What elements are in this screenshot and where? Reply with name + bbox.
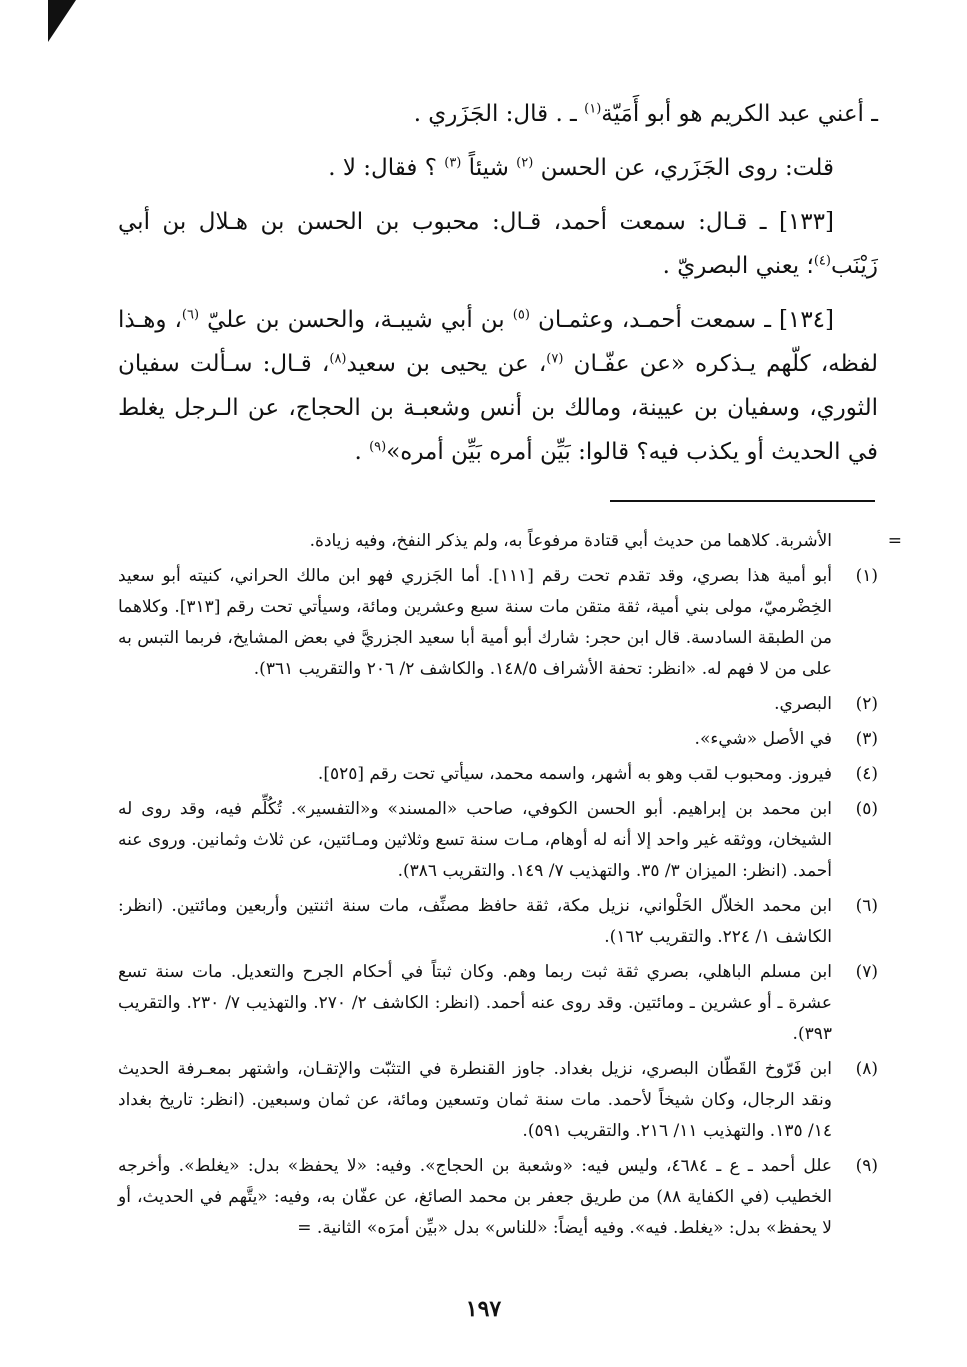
footnote-ref: (٥) xyxy=(512,307,530,323)
footnote-number: (٢) xyxy=(855,694,878,714)
footnote-number: (٣) xyxy=(855,729,878,749)
text-run: ؟ فقال: لا . xyxy=(328,155,445,181)
footnote-6 xyxy=(118,891,878,953)
footnote-ref: (٦) xyxy=(181,307,200,323)
footnote-1 xyxy=(118,561,878,685)
footnote-number: (١) xyxy=(855,566,878,586)
footnote-ref: (١) xyxy=(584,101,602,117)
book-page xyxy=(118,92,902,1248)
footnotes xyxy=(118,526,902,1244)
continuation-mark: = xyxy=(887,531,902,551)
footnote-text: ابن محمد الخلاّل الحَلْواني، نزيل مكة، ثقة حافظ مصنِّف، مات سنة اثنتين وأربعين ومائتين. (انظر: الكاشف ١/ ٢٢٤. والتقريب ١٦٢). xyxy=(118,896,832,947)
footnote-text: في الأصل «شيء». xyxy=(694,729,832,749)
footnote-number: (٧) xyxy=(855,962,878,982)
paragraph-133 xyxy=(118,200,878,288)
footnote-text: ابن مسلم الباهلي، بصري ثقة ثبت ربما وهم. وكان ثبتاً في أحكام الجرح والتعديل. مات سنة تسع عشرة ـ أو عشرين ـ ومائتين. وقد روى عنه أحمد. (انظر: الكاشف ٢/ ٢٧٠. والتهذيب ٧/ ٢٣٠. والتقريب ٣٩٣). xyxy=(118,962,832,1044)
footnote-7 xyxy=(118,957,878,1050)
footnote-4 xyxy=(118,759,878,790)
text-run: بن أبي شيبـة، والحسن بن عليّ xyxy=(199,307,513,333)
footnote-number: (٦) xyxy=(855,896,878,916)
footnote-9 xyxy=(118,1151,878,1244)
footnote-separator xyxy=(118,500,878,502)
footnote-text: فيروز. ومحبوب لقب وهو به أشهر، واسمه محمد، سيأتي تحت رقم [٥٢٥]. xyxy=(317,764,832,784)
paragraph-2 xyxy=(118,146,878,190)
footnote-number: (٨) xyxy=(855,1059,878,1079)
footnote-continuation xyxy=(118,526,902,557)
paragraph-134 xyxy=(118,298,878,474)
footnote-text: أبو أمية هذا بصري، وقد تقدم تحت رقم [١١١]. أما الجَزري فهو ابن مالك الحراني، كنيته أبو سعيد الخِضْرميّ، مولى بني أمية، ثقة متقن مات سنة سبع وعشرين ومائة، وسيأتي تحت رقم [٣١٣]. وكلاهما من الطبقة السادسة. قال ابن حجر: شارك أبو أمية أبا سعيد الجزريَّ في بعض المشايخ، فربما التبس به على من لا فهم له. «انظر: تحفة الأشراف ١٤٨/٥. والكاشف ٢/ ٢٠٦ والتقريب ٣٦١). xyxy=(118,566,833,679)
footnote-8 xyxy=(118,1054,878,1147)
page-number: ١٩٧ xyxy=(465,1296,502,1322)
text-run: ـ أعني عبد الكريم هو أبو أَمَيّة xyxy=(601,101,878,127)
text-run: [١٣٣] ـ قـال: سمعت أحمد، قـال: محبوب بن الحسن بن هـلال بن أبي زَيْنَب xyxy=(118,209,878,279)
footnote-text: ابن محمد بن إبراهيم. أبو الحسن الكوفي، صاحب «المسند» و«التفسير». تُكُلِّم فيه، وقد روى له الشيخان، ووثقه غير واحد إلا أنه له أوهام، مـات سنة تسع وثلاثين ومـائتين، عن ثلاث وثمانين. وروى عنه أحمد. (انظر: الميزان ٣/ ٣٥. والتهذيب ٧/ ١٤٩. والتقريب ٣٨٦). xyxy=(118,799,832,881)
continuation-text: الأشربة. كلاهما من حديث أبي قتادة مرفوعاً به، ولم يذكر النفخ، وفيه زيادة. xyxy=(309,531,832,551)
footnote-text: علل أحمد ـ ع ـ ٤٦٨٤، وليس فيه: «وشعبة بن الحجاج». وفيه: «لا يحفظ» بدل: «يغلط». وأخرجه الخطيب (في الكفاية ٨٨) من طريق جعفر بن محمد الصائغ، عن عفّان به، وفيه: «يتَّهم في الحديث، أو لا يحفظ» بدل: «يغلط. فيه». وفيه أيضاً: «للناس» بدل «بيِّن أمرَه» الثانية. = xyxy=(118,1156,833,1238)
footnote-text: البصري. xyxy=(774,694,832,714)
footnote-5 xyxy=(118,794,878,887)
paragraph-1 xyxy=(118,92,878,136)
footnote-number: (٥) xyxy=(855,799,878,819)
main-text xyxy=(118,92,878,474)
text-run: ـ . قال: الجَزَري . xyxy=(413,101,585,127)
text-run: ، عن يحيى بن سعيد xyxy=(346,351,547,377)
text-run: قلت: روى الجَزَري، عن الحسن xyxy=(533,155,834,181)
page-corner-mark xyxy=(48,0,76,42)
text-run: شيئاً xyxy=(461,155,517,181)
footnote-3 xyxy=(118,724,878,755)
separator-line xyxy=(610,500,875,502)
text-run: ؛ يعني البصريّ . xyxy=(662,253,814,279)
footnote-ref: (٣) xyxy=(444,155,462,171)
footnote-ref: (٩) xyxy=(369,439,387,455)
text-run: [١٣٤] ـ سمعت أحمـد، وعثمـان xyxy=(529,307,835,333)
footnote-ref: (٧) xyxy=(546,351,564,367)
footnote-2 xyxy=(118,689,878,720)
footnote-number: (٤) xyxy=(855,764,878,784)
footnote-ref: (٤) xyxy=(813,253,831,269)
text-run: . xyxy=(354,439,370,465)
footnote-ref: (٢) xyxy=(516,155,534,171)
text-run: ، وهـذا لفظه، كلّهم يـذكره «عن عفّـان xyxy=(118,307,878,377)
footnote-number: (٩) xyxy=(855,1156,878,1176)
footnote-text: ابن فَرّوخ القَطّان البصري، نزيل بغداد. جاوز القنطرة في التثبّت والإتقـان، واشتهر بمعـرفة الحديث ونقد الرجال، وكان شيخاً لأحمد. مات سنة ثمان وتسعين ومائة، عن ثمان وسبعين. (انظر: تاريخ بغداد ١٤/ ١٣٥. والتهذيب ١١/ ٢١٦. والتقريب ٥٩١). xyxy=(118,1059,832,1141)
text-run: ، قـال: سـألت سفيان الثوري، وسفيان بن عيينة، ومالك بن أنس وشعبـة بن الحجاج، عن الـرجل يغلط في الحديث أو يكذب فيه؟ قالوا: بَيِّن أمره بَيِّن أمره» xyxy=(118,351,878,465)
footnote-ref: (٨) xyxy=(329,351,347,367)
